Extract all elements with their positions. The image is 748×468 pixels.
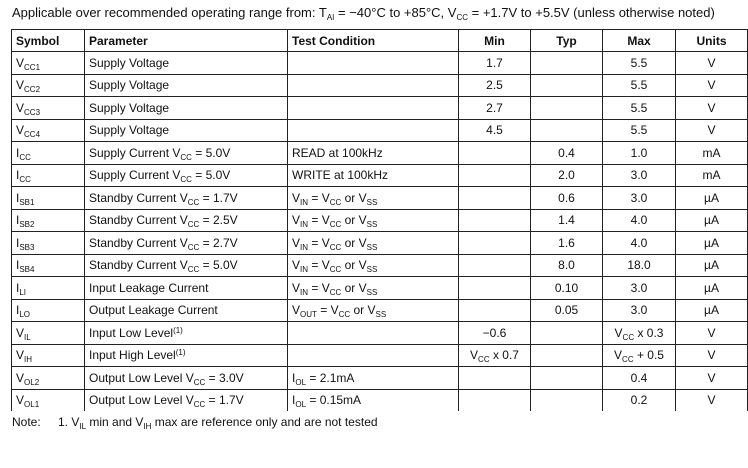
table-row [12, 299, 748, 322]
cell-units: mA [676, 164, 748, 187]
cell-test-condition: $V_{IN} = V_{CC}$ or $V_{SS}$ [288, 209, 459, 232]
cell-test-condition: $V_{IN} = V_{CC}$ or $V_{SS}$ [288, 232, 459, 255]
cell-typ: 1.4 [531, 209, 603, 232]
table-row [12, 209, 748, 232]
cell-units: µA [676, 232, 748, 255]
cell-min: 4.5 [459, 119, 531, 142]
cell-min [459, 277, 531, 300]
cell-units: V [676, 344, 748, 367]
cell-parameter: Standby Current $V_{CC} = 5.0V$ [85, 254, 288, 277]
table-row [12, 74, 748, 97]
cell-typ: 0.6 [531, 187, 603, 210]
cell-test-condition [288, 344, 459, 367]
cell-max: 1.0 [603, 142, 676, 165]
cell-test-condition: $V_{OUT} = V_{CC}$ or $V_{SS}$ [288, 299, 459, 322]
cell-typ [531, 389, 603, 411]
cell-symbol: $V_{CC4}$ [12, 119, 85, 142]
cell-min: 2.7 [459, 97, 531, 120]
cell-symbol: $I_{CC}$ [12, 164, 85, 187]
cell-min [459, 142, 531, 165]
cell-parameter: Supply Voltage [85, 74, 288, 97]
cell-units: V [676, 74, 748, 97]
table-row [12, 344, 748, 367]
cell-parameter: Output Leakage Current [85, 299, 288, 322]
cell-typ [531, 344, 603, 367]
cell-parameter: Supply Voltage [85, 119, 288, 142]
cell-min [459, 209, 531, 232]
cell-parameter: Supply Current $V_{CC} = 5.0V$ [85, 164, 288, 187]
cell-parameter: Standby Current $V_{CC} = 2.5V$ [85, 209, 288, 232]
cell-test-condition [288, 97, 459, 120]
cell-min: 2.5 [459, 74, 531, 97]
cell-typ: 8.0 [531, 254, 603, 277]
table-row [12, 232, 748, 255]
cell-units: µA [676, 299, 748, 322]
cell-symbol: $I_{SB1}$ [12, 187, 85, 210]
cell-symbol: $I_{SB3}$ [12, 232, 85, 255]
header-min: Min [459, 30, 531, 52]
cell-typ [531, 119, 603, 142]
cell-units: mA [676, 142, 748, 165]
conditions-caption: Applicable over recommended operating range from: $T_{AI} = -40^\circ C$ to +85°C, $V_{CC} = +1.7V$ to +5.5V (unless otherwise noted) [12, 5, 715, 22]
cell-test-condition: WRITE at 100kHz [288, 164, 459, 187]
cell-max: $V_{CC}$ x 0.3 [603, 322, 676, 345]
cell-max: $V_{CC} + 0.5$ [603, 344, 676, 367]
cell-test-condition [288, 322, 459, 345]
cell-symbol: $V_{CC3}$ [12, 97, 85, 120]
cell-symbol: $I_{LI}$ [12, 277, 85, 300]
table-row [12, 322, 748, 345]
note-label: Note: [12, 415, 41, 429]
cell-min [459, 367, 531, 390]
cell-typ [531, 52, 603, 75]
cell-test-condition: $V_{IN} = V_{CC}$ or $V_{SS}$ [288, 254, 459, 277]
cell-symbol: $I_{CC}$ [12, 142, 85, 165]
table-row [12, 277, 748, 300]
cell-typ: 1.6 [531, 232, 603, 255]
table-row [12, 187, 748, 210]
cell-test-condition: $I_{OL} = 0.15mA$ [288, 389, 459, 411]
table-row [12, 52, 748, 75]
table-body [12, 52, 748, 412]
cell-parameter: Standby Current $V_{CC} = 1.7V$ [85, 187, 288, 210]
cell-max: 5.5 [603, 74, 676, 97]
cell-parameter: Output Low Level $V_{CC} = 1.7V$ [85, 389, 288, 411]
table-row [12, 142, 748, 165]
cell-units: V [676, 367, 748, 390]
cell-parameter: Supply Voltage [85, 52, 288, 75]
cell-units: V [676, 389, 748, 411]
cell-symbol: $V_{IL}$ [12, 322, 85, 345]
cell-max: 3.0 [603, 187, 676, 210]
cell-units: V [676, 97, 748, 120]
cell-min [459, 389, 531, 411]
cell-symbol: $V_{IH}$ [12, 344, 85, 367]
cell-test-condition [288, 74, 459, 97]
cell-min [459, 299, 531, 322]
cell-units: µA [676, 277, 748, 300]
cell-symbol: $V_{OL1}$ [12, 389, 85, 411]
cell-max: 3.0 [603, 299, 676, 322]
cell-typ [531, 367, 603, 390]
table-row [12, 97, 748, 120]
cell-parameter: Input High Level$^{(1)}$ [85, 344, 288, 367]
cell-max: 0.2 [603, 389, 676, 411]
cell-max: 5.5 [603, 97, 676, 120]
cell-min [459, 187, 531, 210]
cell-units: V [676, 119, 748, 142]
cell-test-condition: $V_{IN} = V_{CC}$ or $V_{SS}$ [288, 277, 459, 300]
cell-max: 5.5 [603, 119, 676, 142]
header-units: Units [676, 30, 748, 52]
table-row [12, 164, 748, 187]
cell-units: µA [676, 187, 748, 210]
cell-min: 1.7 [459, 52, 531, 75]
cell-typ [531, 74, 603, 97]
cell-typ: 0.05 [531, 299, 603, 322]
cell-symbol: $I_{SB4}$ [12, 254, 85, 277]
cell-min [459, 254, 531, 277]
cell-max: 4.0 [603, 209, 676, 232]
cell-test-condition [288, 52, 459, 75]
cell-max: 3.0 [603, 277, 676, 300]
cell-test-condition [288, 119, 459, 142]
cell-max: 4.0 [603, 232, 676, 255]
cell-max: 0.4 [603, 367, 676, 390]
cell-test-condition: $I_{OL} = 2.1mA$ [288, 367, 459, 390]
cell-max: 3.0 [603, 164, 676, 187]
cell-parameter: Standby Current $V_{CC} = 2.7V$ [85, 232, 288, 255]
header-symbol: Symbol [12, 30, 85, 52]
cell-symbol: $V_{OL2}$ [12, 367, 85, 390]
table-note [12, 415, 378, 429]
cell-symbol: $I_{LO}$ [12, 299, 85, 322]
header-typ: Typ [531, 30, 603, 52]
cell-parameter: Input Low Level$^{(1)}$ [85, 322, 288, 345]
table-row [12, 254, 748, 277]
table-header-row [12, 30, 748, 52]
table-row [12, 367, 748, 390]
dc-characteristics-table [11, 29, 748, 411]
cell-typ: 2.0 [531, 164, 603, 187]
cell-test-condition: $V_{IN} = V_{CC}$ or $V_{SS}$ [288, 187, 459, 210]
cell-max: 18.0 [603, 254, 676, 277]
cell-units: µA [676, 209, 748, 232]
cell-typ: 0.4 [531, 142, 603, 165]
table-row [12, 119, 748, 142]
cell-parameter: Supply Current $V_{CC} = 5.0V$ [85, 142, 288, 165]
cell-typ [531, 97, 603, 120]
table-row [12, 389, 748, 411]
cell-typ: 0.10 [531, 277, 603, 300]
cell-min [459, 232, 531, 255]
cell-parameter: Input Leakage Current [85, 277, 288, 300]
cell-min: $V_{CC}$ x 0.7 [459, 344, 531, 367]
cell-max: 5.5 [603, 52, 676, 75]
header-parameter: Parameter [85, 30, 288, 52]
cell-parameter: Output Low Level $V_{CC} = 3.0V$ [85, 367, 288, 390]
cell-min: −0.6 [459, 322, 531, 345]
cell-min [459, 164, 531, 187]
cell-units: V [676, 322, 748, 345]
cell-symbol: $V_{CC1}$ [12, 52, 85, 75]
note-text: 1. $V_{IL}$ min and $V_{IH}$ max are reference only and are not tested [58, 415, 378, 431]
header-max: Max [603, 30, 676, 52]
cell-typ [531, 322, 603, 345]
header-test-condition: Test Condition [288, 30, 459, 52]
cell-units: µA [676, 254, 748, 277]
cell-symbol: $I_{SB2}$ [12, 209, 85, 232]
cell-units: V [676, 52, 748, 75]
cell-parameter: Supply Voltage [85, 97, 288, 120]
cell-test-condition: READ at 100kHz [288, 142, 459, 165]
cell-symbol: $V_{CC2}$ [12, 74, 85, 97]
